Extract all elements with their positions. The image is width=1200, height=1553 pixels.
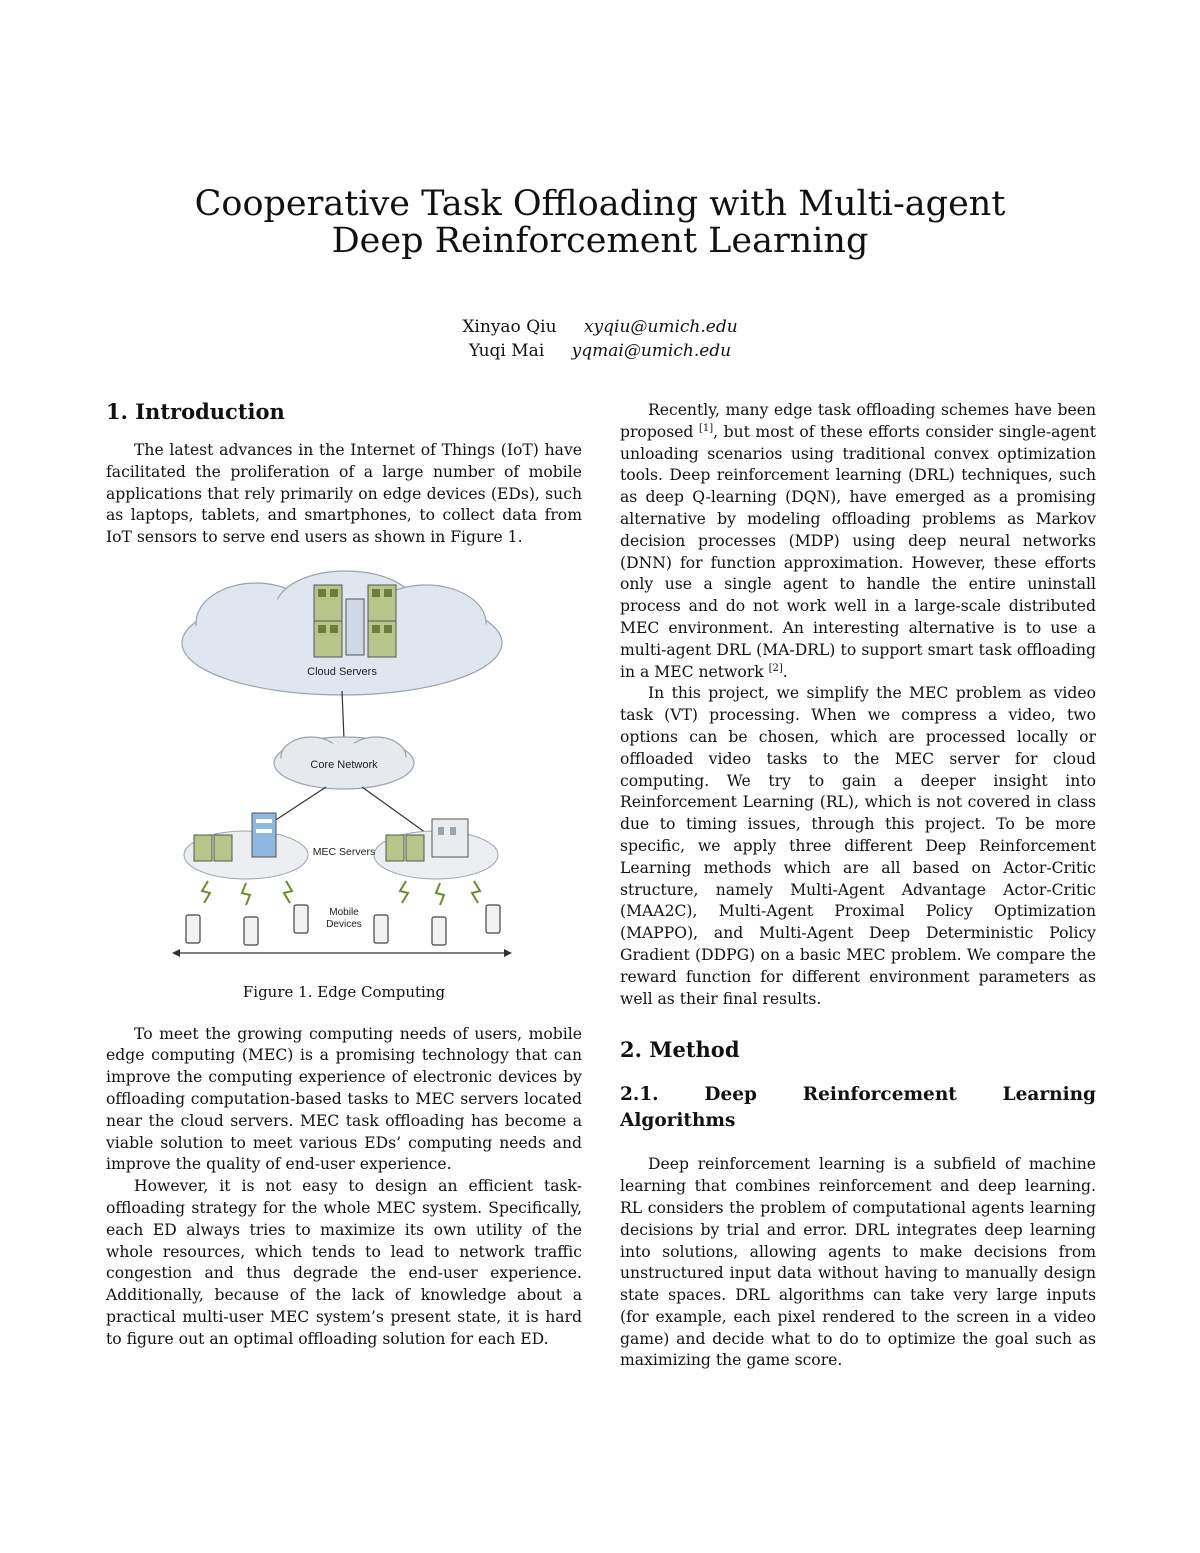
title-line-1: Cooperative Task Offloading with Multi-agent: [194, 184, 1006, 224]
right-paragraph-1-part-c: .: [782, 662, 788, 681]
left-column: [106, 398, 582, 1351]
section-heading-introduction: 1. Introduction: [106, 399, 285, 424]
wireless-signal-icons: [202, 881, 480, 905]
right-column: [620, 400, 1096, 1372]
author-name: Xinyao Qiu: [462, 317, 557, 337]
title-line-2: Deep Reinforcement Learning: [331, 221, 869, 261]
citation-2[interactable]: [2]: [768, 662, 783, 674]
mobile-devices-label-1: Mobile: [329, 906, 359, 918]
edge-computing-diagram: [106, 563, 582, 973]
mec-server-group-right: [374, 819, 498, 879]
right-paragraph-1-part-a: Recently, many edge task offloading schemes have been proposed: [620, 401, 1096, 441]
author-row: [0, 315, 1200, 339]
right-paragraph-1: [620, 400, 1096, 683]
cloud-servers-label: Cloud Servers: [307, 665, 377, 678]
intro-paragraph-3: However, it is not easy to design an efficient task-offloading strategy for the whole MEC system. Specifically, each ED always tries to maximize its own utility of the whole resources, which tends to lead to network traffic congestion and thus degrade the end-user experience. Additionally, because of the lack of knowledge about a practical multi-user MEC system’s present state, it is hard to figure out an optimal offloading solution for each ED.: [106, 1177, 582, 1348]
figure-caption: Figure 1. Edge Computing: [242, 982, 446, 1001]
method-paragraph-1: Deep reinforcement learning is a subfield of machine learning that combines reinforcement and deep learning. RL considers the problem of computational agents learning decisions by trial and error. DRL integrates deep learning into solutions, allowing agents to make decisions from unstructured input data without having to manually design state spaces. DRL algorithms can take very large inputs (for example, each pixel rendered to the screen in a video game) and decide what to do to optimize the goal such as maximizing the game score.: [620, 1155, 1096, 1370]
subsection-heading-drl: 2.1. Deep Reinforcement Learning Algorithms: [620, 1084, 1096, 1132]
intro-paragraph-1: The latest advances in the Internet of Things (IoT) have facilitated the proliferation of a large number of mobile applications that rely primarily on edge devices (EDs), such as laptops, tablets, and smartphones, to collect data from IoT sensors to serve end users as shown in Figure 1.: [106, 441, 582, 547]
right-paragraph-1-part-b: , but most of these efforts consider single-agent unloading scenarios using traditional convex optimization tools. Deep reinforcement learning (DRL) techniques, such as deep Q-learning (DQN), have emerged as a promising alternative by modeling offloading problems as Markov decision processes (MDP) using deep neural networks (DNN) for function approximation. However, these efforts only use a single agent to handle the entire uninstall process and do not work well in a large-scale distributed MEC environment. An interesting alternative is to use a multi-agent DRL (MA-DRL) to support smart task offloading in a MEC network: [620, 422, 1096, 681]
mec-servers-label: MEC Servers: [312, 845, 376, 858]
author-name: Yuqi Mai: [468, 341, 545, 361]
section-heading-method: 2. Method: [620, 1037, 740, 1063]
author-list: [0, 315, 1200, 363]
figure-edge-computing: [106, 563, 582, 1004]
author-email: yqmai@umich.edu: [571, 341, 732, 361]
citation-1[interactable]: [1]: [698, 422, 714, 434]
author-row: [0, 339, 1200, 363]
right-paragraph-2: In this project, we simplify the MEC problem as video task (VT) processing. When we compress a video, two options can be chosen, which are processed locally or offloaded video tasks to the MEC server for cloud computing. We try to gain a deeper insight into Reinforcement Learning (RL), which is not covered in class due to timing issues, through this project. To be more specific, we apply three different Deep Reinforcement Learning methods which are all based on Actor-Critic structure, namely Multi-Agent Advantage Actor-Critic (MAA2C), Multi-Agent Proximal Policy Optimization (MAPPO), and Multi-Agent Deep Deterministic Policy Gradient (DDPG) on a basic MEC problem. We compare the reward function for different environment parameters as well as their final results.: [620, 684, 1096, 1008]
core-network-label: Core Network: [310, 758, 378, 771]
mec-server-group-left: [184, 813, 308, 879]
paper-title: [0, 186, 1200, 260]
author-email: xyqiu@umich.edu: [583, 317, 738, 337]
intro-paragraph-2: To meet the growing computing needs of users, mobile edge computing (MEC) is a promising technology that can improve the computing experience of electronic devices by offloading computation-based tasks to MEC servers located near the cloud servers. MEC task offloading has become a viable solution to meet various EDs’ computing needs and improve the quality of end-user experience.: [106, 1024, 582, 1174]
mobile-devices-label-2: Devices: [326, 918, 362, 930]
